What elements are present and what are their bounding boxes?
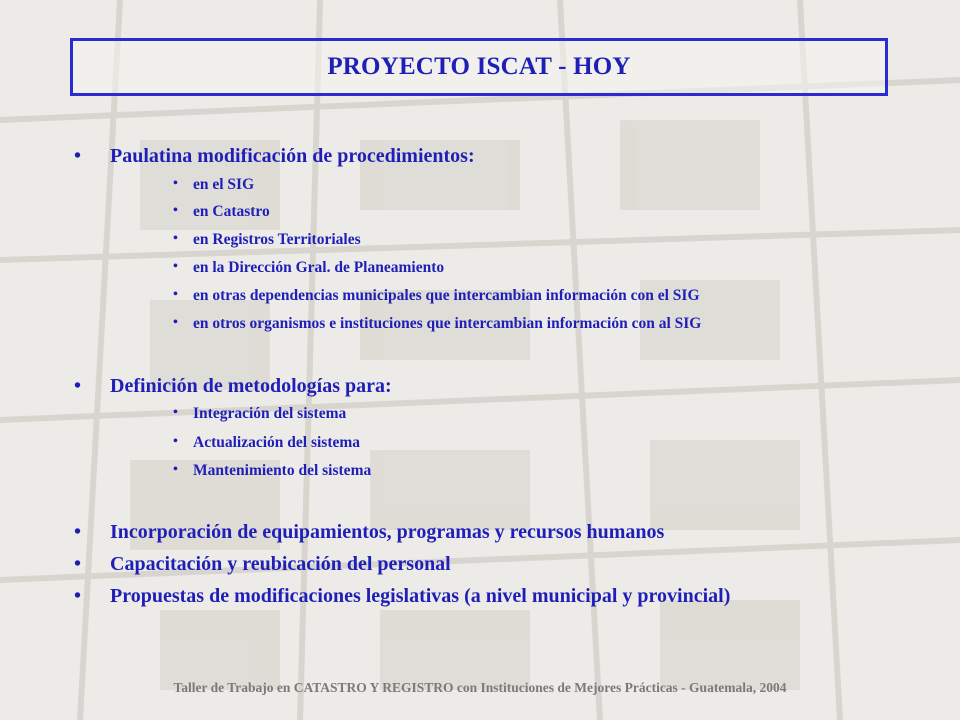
sub-item-text: en el SIG (193, 176, 255, 193)
section-heading-procedures (74, 145, 475, 168)
bullet-icon: • (173, 462, 178, 477)
bullet-icon: • (74, 145, 82, 167)
sub-item (173, 231, 361, 249)
sub-item-text: en otras dependencias municipales que intercambian información con el SIG (193, 287, 700, 304)
sub-item (173, 203, 270, 221)
sub-item (173, 315, 702, 333)
bullet-icon: • (173, 434, 178, 449)
bullet-text: Capacitación y reubicación del personal (110, 553, 451, 575)
sub-item-text: en otros organismos e instituciones que intercambian información con al SIG (193, 315, 702, 332)
bullet-icon: • (173, 231, 178, 246)
bullet-icon: • (173, 315, 178, 330)
bullet-icon: • (173, 287, 178, 302)
sub-item (173, 287, 700, 305)
sub-item-text: Mantenimiento del sistema (193, 462, 372, 479)
bullet-equipment (74, 521, 665, 544)
sub-item (173, 405, 347, 423)
sub-item (173, 462, 372, 480)
sub-item-text: en la Dirección Gral. de Planeamiento (193, 259, 445, 276)
bullet-training (74, 553, 451, 576)
bullet-icon: • (74, 553, 82, 575)
sub-item-text: Actualización del sistema (193, 434, 361, 451)
bullet-legislation (74, 585, 731, 608)
bullet-icon: • (74, 375, 82, 397)
sub-item (173, 434, 361, 452)
section-heading-text: Definición de metodologías para: (110, 375, 392, 397)
footer-caption: Taller de Trabajo en CATASTRO Y REGISTRO con Instituciones de Mejores Prácticas - Guatemala, 2004 (173, 680, 787, 695)
bullet-icon: • (173, 176, 178, 191)
bullet-icon: • (173, 203, 178, 218)
sub-item-text: en Catastro (193, 203, 270, 220)
bullet-icon: • (173, 259, 178, 274)
section-heading-methodologies (74, 375, 392, 398)
slide-title: PROYECTO ISCAT - HOY (327, 53, 631, 80)
bullet-text: Incorporación de equipamientos, programas y recursos humanos (110, 521, 665, 543)
sub-item (173, 259, 445, 277)
bullet-icon: • (173, 405, 178, 420)
sub-item-text: en Registros Territoriales (193, 231, 361, 248)
title-box (70, 38, 888, 96)
sub-item-text: Integración del sistema (193, 405, 347, 422)
bullet-text: Propuestas de modificaciones legislativas (a nivel municipal y provincial) (110, 585, 731, 607)
sub-item (173, 176, 255, 194)
bullet-icon: • (74, 585, 82, 607)
section-heading-text: Paulatina modificación de procedimientos: (110, 145, 475, 167)
bullet-icon: • (74, 521, 82, 543)
